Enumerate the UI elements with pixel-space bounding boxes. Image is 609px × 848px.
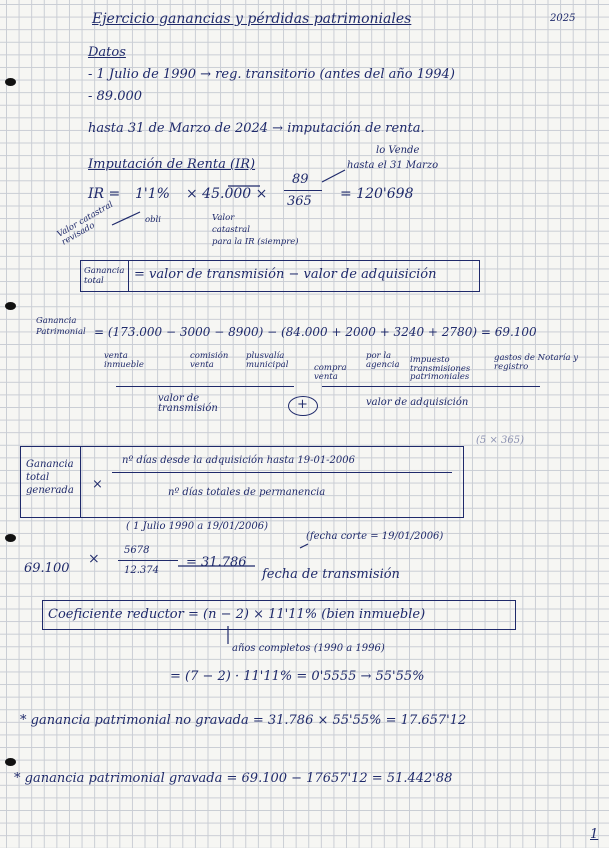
label-venta-inmueble: venta inmueble	[104, 351, 144, 370]
ir-frac-den: 365	[287, 194, 312, 209]
ir-lo-vende: lo Vende	[376, 145, 420, 156]
ganancia-generada-faded: (5 × 365)	[476, 435, 524, 446]
valor-transmision-label: valor de transmisión	[158, 393, 218, 414]
page-number: 1	[590, 827, 599, 842]
ganancia-generada-num: nº días desde la adquisición hasta 19-01-2006	[122, 455, 356, 466]
ganancia-total-label: Ganancia total	[84, 266, 125, 287]
arrow-line	[300, 544, 308, 548]
ir-valor-2: catastral	[212, 225, 250, 235]
arrow-line	[112, 212, 140, 225]
page-title: Ejercicio ganancias y pérdidas patrimoniales	[92, 11, 412, 27]
ganancia-generada-den: nº días totales de permanencia	[168, 487, 326, 498]
ganancia-total-formula: = valor de transmisión − valor de adquisición	[134, 267, 437, 282]
label-plusvalia: plusvalía municipal	[246, 351, 289, 370]
calc-times: ×	[88, 551, 100, 567]
year-label: 2025	[550, 13, 576, 24]
label-impuesto: impuesto transmisiones patrimoniales	[410, 355, 471, 382]
ir-valor-revisado: Valor catastral revisado	[55, 199, 116, 248]
label-gastos-notaria: gastos de Notaría y registro	[494, 353, 579, 372]
datos-item-2: - 89.000	[88, 89, 143, 104]
final-gravada: * ganancia patrimonial gravada = 69.100 − 17657'12 = 51.442'88	[14, 771, 453, 786]
calc-eq: = 31.786	[186, 555, 247, 570]
circle-sign-text: +	[297, 397, 308, 412]
calc-den: 12.374	[124, 565, 159, 576]
final-no-gravada: * ganancia patrimonial no gravada = 31.786 × 55'55% = 17.657'12	[20, 713, 467, 728]
calc-num: 5678	[124, 545, 150, 556]
coef-anos: años completos (1990 a 1996)	[232, 643, 385, 654]
ir-eq-lhs: IR =	[88, 186, 121, 202]
calc-base: 69.100	[24, 561, 70, 576]
ganancia-patrimonial-label: Ganancia Patrimonial	[36, 316, 86, 337]
ir-obli: obli	[145, 215, 161, 225]
ganancia-generada-times: ×	[92, 477, 103, 492]
datos-label: Datos	[88, 45, 126, 60]
ganancia-generada-label: Ganancia total generada	[26, 459, 74, 496]
ir-times: × 45.000 ×	[186, 186, 268, 202]
calc-fecha-transmision: fecha de transmisión	[262, 567, 400, 582]
coeficiente-formula: Coeficiente reductor = (n − 2) × 11'11% (bien inmueble)	[48, 607, 426, 622]
arrow-line	[322, 170, 345, 182]
ir-frac-num: 89	[292, 172, 309, 187]
ir-pct: 1'1%	[135, 186, 170, 202]
calc-range: ( 1 Julio 1990 a 19/01/2006)	[126, 521, 268, 532]
ir-result: = 120'698	[340, 186, 414, 202]
ir-valor-1: Valor	[212, 213, 235, 223]
datos-item-1: - 1 Julio de 1990 → reg. transitorio (antes del año 1994)	[88, 67, 455, 82]
calc-fecha-corte: (fecha corte = 19/01/2006)	[306, 531, 444, 542]
label-compra-venta: compra venta	[314, 363, 347, 382]
valor-adquisicion-label: valor de adquisición	[366, 397, 469, 408]
ir-title: Imputación de Renta (IR)	[88, 157, 256, 172]
ir-valor-3: para la IR (siempre)	[212, 237, 299, 247]
hasta-line: hasta 31 de Marzo de 2024 → imputación de renta.	[88, 121, 425, 136]
ir-hasta-marzo: hasta el 31 Marzo	[347, 160, 439, 171]
ganancia-patrimonial-eq: = (173.000 − 3000 − 8900) − (84.000 + 2000 + 3240 + 2780) = 69.100	[94, 325, 537, 339]
label-comision-venta: comisión venta	[190, 351, 229, 370]
label-por-agencia: por la agencia	[366, 351, 400, 370]
coef-result: = (7 − 2) · 11'11% = 0'5555 → 55'55%	[170, 669, 425, 684]
